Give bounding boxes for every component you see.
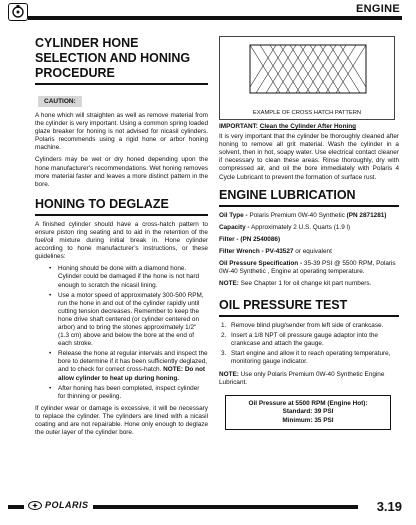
note-label: NOTE: — [219, 371, 239, 379]
box-minimum: Minimum: 35 PSI — [282, 416, 334, 424]
pressure-test-steps — [221, 322, 399, 366]
oil-type-spec — [219, 212, 399, 220]
box-standard: Standard: 39 PSI — [282, 408, 334, 416]
filter-wrench-spec — [219, 248, 399, 256]
oil-pressure-test-heading: OIL PRESSURE TEST — [219, 298, 399, 317]
left-column — [35, 36, 208, 441]
page-number: 3.19 — [376, 499, 402, 514]
oil-pressure-spec — [219, 260, 399, 276]
replace-cylinder-paragraph: If cylinder wear or damage is excessive, it will be necessary to replace the cylinder. The cylinders are lined with a nicasil coating and are not repairable. Hone only enough to deglaze the outer layer of the cylinder bore. — [35, 404, 208, 437]
section-title: ENGINE — [356, 3, 400, 15]
engine-lubrication-heading: ENGINE LUBRICATION — [219, 188, 399, 207]
list-item: • Use a motor speed of approximately 300-500 RPM, run the hone in and out of the cylinder rapidly until cutting tension decreases. Remember to keep the hone drive shaft centered (or cylinder centered on arbor) and to bring the stones approximately 1/2" (1.3 cm) above and below the bore at the end of each stroke. — [49, 292, 208, 349]
polaris-star-icon — [28, 501, 42, 510]
capacity-label: Capacity - — [219, 223, 250, 231]
oil-type-text: Polaris Premium 0W-40 Synthetic — [249, 211, 345, 219]
cross-hatch-illustration — [220, 37, 395, 120]
hone-paragraph-1: A hone which will straighten as well as remove material from the cylinder is very important. Using a common spring loaded glaze breaker for honing is not advised for nicasil cylinders. Polaris recommends using a rigid hone or arbor honing machine. — [35, 112, 208, 152]
filter-label: Filter - — [219, 235, 239, 243]
important-line — [219, 123, 399, 131]
header-rule — [28, 16, 402, 20]
oil-pressure-spec-label: Oil Pressure Specification - — [219, 259, 303, 267]
note-label: NOTE: — [219, 279, 239, 287]
caution-label: CAUTION: — [38, 96, 82, 107]
important-label: IMPORTANT: — [219, 123, 258, 130]
list-item: • After honing has been completed, inspect cylinder for thinning or peeling. — [49, 385, 208, 401]
oil-pressure-spec-text: 35-39 PSI @ 5500 RPM, Polaris 0W-40 Synthetic , Engine at operating temperature. — [219, 259, 396, 275]
list-item: 2. Insert a 1/8 NPT oil pressure gauge adaptor into the crankcase and attach the gauge. — [221, 332, 399, 348]
deglaze-heading: HONING TO DEGLAZE — [35, 197, 208, 216]
deglaze-paragraph: A finished cylinder should have a cross-hatch pattern to ensure piston ring seating and to aid in the retention of the fuel/oil mixture during initial break in. Hone cylinder according to hone manufacturer’s instructions, or these guidelines: — [35, 220, 208, 261]
oil-pressure-box — [225, 395, 391, 430]
honing-guidelines-list — [49, 265, 208, 401]
engine-icon — [8, 3, 28, 21]
note-text: See Chapter 1 for oil change kit part numbers. — [240, 279, 372, 287]
filter-part-number: (PN 2540086) — [240, 235, 281, 243]
hone-paragraph-2: Cylinders may be wet or dry honed depending upon the hone manufacturer’s recommendations. Wet honing removes more material faster and leaves a more distinct pattern in the bore. — [35, 156, 208, 188]
important-title: Clean the Cylinder After Honing — [259, 123, 357, 130]
filter-spec — [219, 236, 399, 244]
note-text: Do not allow cylinder to heat up during honing. — [58, 366, 206, 382]
right-column — [219, 36, 399, 430]
note-text: Use only Polaris Premium 0W-40 Synthetic Engine Lubricant. — [219, 371, 385, 387]
filter-wrench-label: Filter Wrench - PV-43527 — [219, 247, 294, 255]
cross-hatch-figure — [219, 36, 395, 120]
hone-selection-heading: CYLINDER HONE SELECTION AND HONING PROCEDURE — [35, 36, 208, 85]
oil-type-label: Oil Type - — [219, 211, 248, 219]
capacity-text: Approximately 2 U.S. Quarts (1.9 l) — [250, 223, 351, 231]
list-item-text: Release the hone at regular intervals and inspect the bore to determine if it has been sufficiently deglazed, and to check for correct cross-hatch. — [58, 350, 208, 374]
lubricant-note — [219, 371, 399, 387]
list-item: • Honing should be done with a diamond hone. Cylinder could be damaged if the hone is not hard enough to scratch the nicasil lining. — [49, 265, 208, 289]
note-label: NOTE: — [163, 366, 184, 374]
brand-name: POLARIS — [45, 500, 89, 510]
box-title: Oil Pressure at 5500 RPM (Engine Hot): — [248, 400, 368, 408]
oil-type-part-number: (PN 2871281) — [346, 211, 387, 219]
filter-wrench-text: or equivalent — [295, 247, 332, 255]
figure-caption: EXAMPLE OF CROSS HATCH PATTERN — [252, 110, 362, 116]
list-item: 3. Start engine and allow it to reach operating temperature, monitoring gauge indicator. — [221, 350, 399, 366]
polaris-logo — [24, 500, 93, 510]
list-item: 1. Remove blind plug/sender from left side of crankcase. — [221, 322, 399, 330]
clean-cylinder-paragraph: It is very important that the cylinder be thoroughly cleaned after honing to remove all grit material. Wash the cylinder in a solvent, then in hot, soapy water. Use electrical contact cleaner if necessary to clean these areas. Rinse thoroughly, dry with compressed air, and oil the bore immediately with Polaris 4 Cycle Lubricant to prevent the formation of surface rust. — [219, 133, 399, 181]
capacity-spec — [219, 224, 399, 232]
oil-change-note — [219, 280, 399, 288]
list-item — [49, 350, 208, 382]
